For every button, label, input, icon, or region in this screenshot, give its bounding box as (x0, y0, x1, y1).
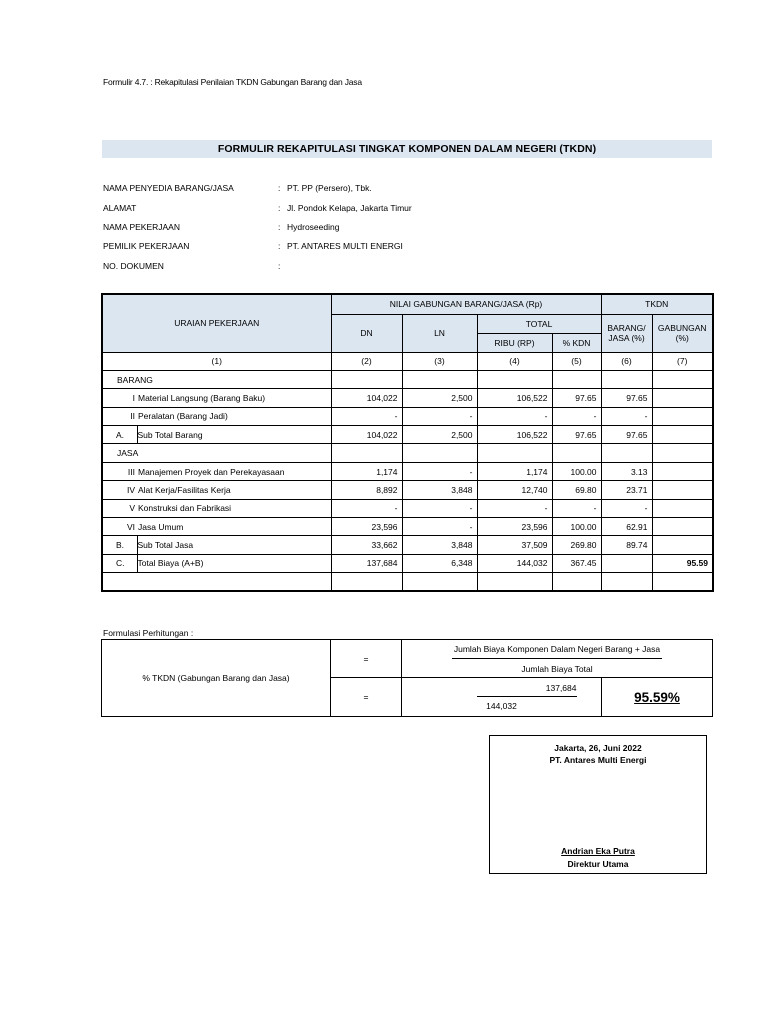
row-ln: 2,500 (402, 389, 477, 407)
header-kdn: % KDN (552, 333, 601, 352)
signature-name: Andrian Eka Putra (561, 846, 635, 856)
table-row (102, 499, 713, 517)
row-gab (652, 426, 713, 444)
header-tkdn: TKDN (601, 294, 713, 314)
info-value: Jl. Pondok Kelapa, Jakarta Timur (287, 203, 412, 213)
row-kdn: - (552, 499, 601, 517)
row-gab (652, 389, 713, 407)
column-number-row (102, 352, 713, 370)
signature-place-date: Jakarta, 26, Juni 2022 (554, 743, 642, 753)
header-ln: LN (402, 314, 477, 352)
header-nilai: NILAI GABUNGAN BARANG/JASA (Rp) (331, 294, 601, 314)
formula-numerator-text: Jumlah Biaya Komponen Dalam Negeri Barang + Jasa (452, 644, 662, 659)
subtotal-row-a (102, 426, 713, 444)
row-bj (601, 554, 652, 572)
row-roman: I (102, 389, 137, 407)
header-gabungan-line1: GABUNGAN (657, 323, 707, 333)
row-dn: 104,022 (331, 389, 402, 407)
col-num: (7) (652, 352, 713, 370)
row-ln: 2,500 (402, 426, 477, 444)
info-colon: : (278, 222, 281, 232)
formula-result (602, 678, 713, 717)
row-bj: 3.13 (601, 462, 652, 480)
row-ln: 6,348 (402, 554, 477, 572)
row-kdn: 97.65 (552, 426, 601, 444)
row-total: 1,174 (477, 462, 552, 480)
row-ln: - (402, 499, 477, 517)
header-gabungan-line2: (%) (675, 333, 689, 343)
header-gabungan (652, 314, 713, 352)
row-bj: - (601, 499, 652, 517)
col-num: (3) (402, 352, 477, 370)
col-num: (5) (552, 352, 601, 370)
row-desc: Total Biaya (A+B) (137, 554, 331, 572)
row-roman: IV (102, 481, 137, 499)
form-title: FORMULIR REKAPITULASI TINGKAT KOMPONEN DALAM NEGERI (TKDN) (102, 140, 712, 158)
row-kdn: 100.00 (552, 518, 601, 536)
row-total: - (477, 407, 552, 425)
table-row (102, 481, 713, 499)
row-kdn: 97.65 (552, 389, 601, 407)
row-dn: 1,174 (331, 462, 402, 480)
formula-eq: = (331, 640, 402, 678)
section-row-barang (102, 370, 713, 388)
info-colon: : (278, 183, 281, 193)
signature-block (489, 735, 707, 874)
section-row-jasa (102, 444, 713, 462)
info-label: PEMILIK PEKERJAAN (103, 241, 190, 251)
row-roman: VI (102, 518, 137, 536)
tkdn-table (101, 293, 714, 592)
row-gab (652, 481, 713, 499)
header-dn: DN (331, 314, 402, 352)
row-ln: 3,848 (402, 536, 477, 554)
info-label: NAMA PEKERJAAN (103, 222, 180, 232)
row-kdn: 69.80 (552, 481, 601, 499)
signature-position: Direktur Utama (567, 859, 629, 869)
info-label: NO. DOKUMEN (103, 261, 164, 271)
row-desc: Sub Total Barang (137, 426, 331, 444)
col-num: (1) (102, 352, 331, 370)
header-barang-jasa (601, 314, 652, 352)
formula-denominator-text: Jumlah Biaya Total (521, 663, 593, 674)
row-desc: Alat Kerja/Fasilitas Kerja (137, 481, 331, 499)
table-row (102, 462, 713, 480)
row-roman: II (102, 407, 137, 425)
row-desc: Jasa Umum (137, 518, 331, 536)
row-desc: Konstruksi dan Fabrikasi (137, 499, 331, 517)
row-total: 144,032 (477, 554, 552, 572)
tkdn-gabungan-value: 95.59 (652, 554, 713, 572)
row-ln: - (402, 407, 477, 425)
info-value: PT. ANTARES MULTI ENERGI (287, 241, 403, 251)
row-dn: 104,022 (331, 426, 402, 444)
row-bj: 62.91 (601, 518, 652, 536)
row-desc: Manajemen Proyek dan Perekayasaan (137, 462, 331, 480)
row-ln: - (402, 518, 477, 536)
empty-row (102, 573, 713, 591)
row-roman: V (102, 499, 137, 517)
table-row (102, 518, 713, 536)
row-total: 23,596 (477, 518, 552, 536)
subtotal-row-b (102, 536, 713, 554)
info-label: ALAMAT (103, 203, 137, 213)
formula-name: % TKDN (Gabungan Barang dan Jasa) (102, 640, 331, 717)
row-total: 12,740 (477, 481, 552, 499)
row-dn: - (331, 499, 402, 517)
row-bj: 23.71 (601, 481, 652, 499)
row-bj: - (601, 407, 652, 425)
row-kdn: 367.45 (552, 554, 601, 572)
document-reference: Formulir 4.7. : Rekapitulasi Penilaian TKDN Gabungan Barang dan Jasa (103, 77, 362, 87)
row-letter: B. (102, 536, 137, 554)
info-value: Hydroseeding (287, 222, 340, 232)
row-roman: III (102, 462, 137, 480)
row-desc: Peralatan (Barang Jadi) (137, 407, 331, 425)
row-gab (652, 407, 713, 425)
row-kdn: 269.80 (552, 536, 601, 554)
header-barang-jasa-line1: BARANG/ (607, 323, 646, 333)
row-kdn: 100.00 (552, 462, 601, 480)
header-total: TOTAL (477, 314, 601, 333)
info-colon: : (278, 203, 281, 213)
row-total: 37,509 (477, 536, 552, 554)
formula-text-cell (402, 640, 713, 678)
row-bj: 97.65 (601, 426, 652, 444)
formula-table (101, 639, 713, 717)
row-kdn: - (552, 407, 601, 425)
section-label: BARANG (102, 370, 331, 388)
info-value: PT. PP (Persero), Tbk. (287, 183, 372, 193)
row-bj: 97.65 (601, 389, 652, 407)
info-label: NAMA PENYEDIA BARANG/JASA (103, 183, 234, 193)
row-gab (652, 462, 713, 480)
formula-denominator-value: 144,032 (486, 701, 517, 711)
info-colon: : (278, 241, 281, 251)
row-bj: 89.74 (601, 536, 652, 554)
row-dn: 137,684 (331, 554, 402, 572)
table-row (102, 389, 713, 407)
formulasi-label: Formulasi Perhitungan : (103, 628, 194, 638)
header-uraian: URAIAN PEKERJAAN (102, 294, 331, 352)
row-dn: 8,892 (331, 481, 402, 499)
row-gab (652, 518, 713, 536)
row-total: 106,522 (477, 389, 552, 407)
col-num: (4) (477, 352, 552, 370)
row-total: 106,522 (477, 426, 552, 444)
signature-company: PT. Antares Multi Energi (549, 755, 647, 765)
row-dn: 33,662 (331, 536, 402, 554)
section-label: JASA (102, 444, 331, 462)
formula-value-cell (402, 678, 602, 717)
formula-eq: = (331, 678, 402, 717)
row-gab (652, 536, 713, 554)
formula-result-value: 95.59% (634, 689, 680, 705)
total-row-c (102, 554, 713, 572)
row-letter: C. (102, 554, 137, 572)
row-desc: Material Langsung (Barang Baku) (137, 389, 331, 407)
info-colon: : (278, 261, 281, 271)
row-total: - (477, 499, 552, 517)
col-num: (6) (601, 352, 652, 370)
col-num: (2) (331, 352, 402, 370)
formula-numerator-value: 137,684 (477, 683, 577, 697)
row-dn: - (331, 407, 402, 425)
row-dn: 23,596 (331, 518, 402, 536)
table-row (102, 407, 713, 425)
header-ribu: RIBU (RP) (477, 333, 552, 352)
row-letter: A. (102, 426, 137, 444)
header-barang-jasa-line2: JASA (%) (608, 333, 645, 343)
row-desc: Sub Total Jasa (137, 536, 331, 554)
row-gab (652, 499, 713, 517)
row-ln: - (402, 462, 477, 480)
row-ln: 3,848 (402, 481, 477, 499)
